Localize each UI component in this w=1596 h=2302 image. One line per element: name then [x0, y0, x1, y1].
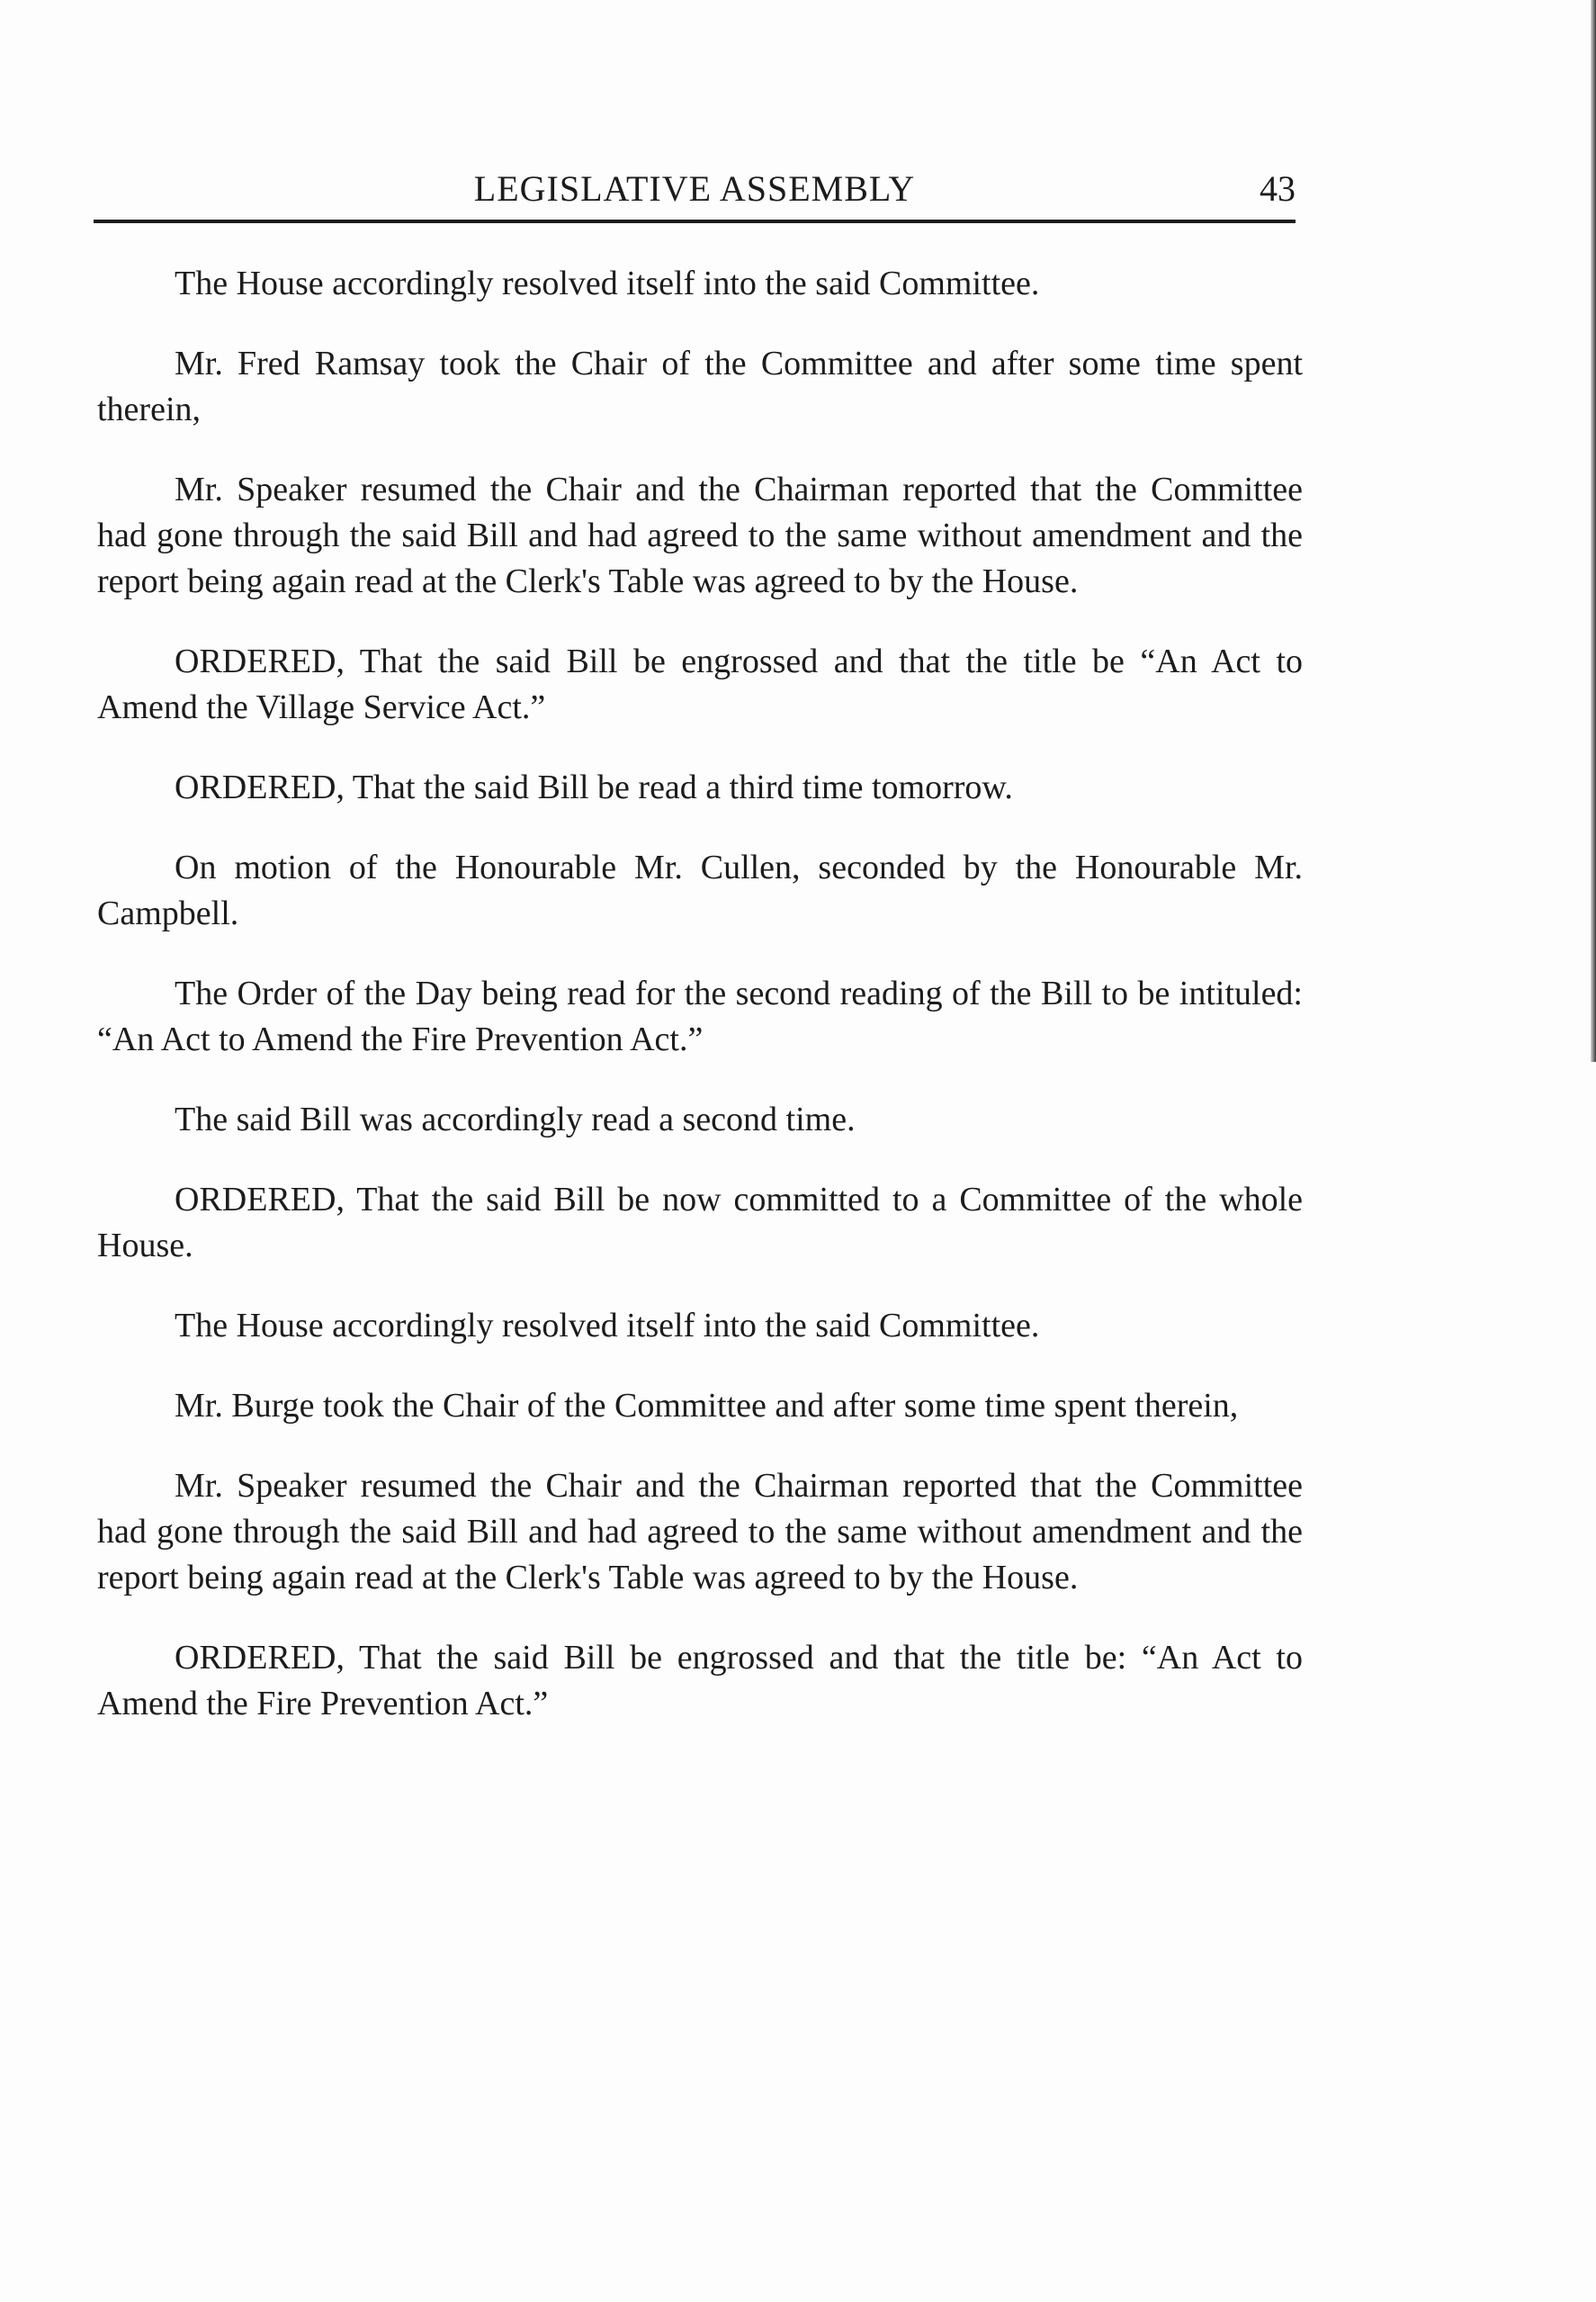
paragraph: On motion of the Honourable Mr. Cullen, seconded by the Honourable Mr. Campbell. [97, 849, 1303, 932]
header-rule [94, 220, 1296, 223]
paragraph: Mr. Speaker resumed the Chair and the Chairman reported that the Committee had gone through the said Bill and had agreed to the same without amendment and the report being again read at the Clerk's Table was agreed to by the House. [97, 471, 1303, 600]
paragraph: The Order of the Day being read for the second reading of the Bill to be intituled: “An Act to Amend the Fire Prevention Act.” [97, 975, 1303, 1058]
paragraph: Mr. Burge took the Chair of the Committee and after some time spent therein, [175, 1387, 1239, 1425]
page-edge-shadow [1591, 0, 1596, 1062]
page-number: 43 [1260, 168, 1296, 209]
paragraph: The House accordingly resolved itself into the said Committee. [175, 1307, 1040, 1344]
paragraph: ORDERED, That the said Bill be engrossed and that the title be: “An Act to Amend the Fire Prevention Act.” [97, 1639, 1303, 1722]
paragraph: Mr. Speaker resumed the Chair and the Chairman reported that the Committee had gone through the said Bill and had agreed to the same without amendment and the report being again read at the Clerk's Table was agreed to by the House. [97, 1467, 1303, 1596]
paragraph: ORDERED, That the said Bill be engrossed and that the title be “An Act to Amend the Village Service Act.” [97, 643, 1303, 726]
paragraph: ORDERED, That the said Bill be read a third time tomorrow. [175, 769, 1013, 806]
paragraph: Mr. Fred Ramsay took the Chair of the Committee and after some time spent therein, [97, 345, 1303, 428]
running-header [94, 167, 1296, 221]
paragraph: ORDERED, That the said Bill be now committed to a Committee of the whole House. [97, 1181, 1303, 1264]
header-title: LEGISLATIVE ASSEMBLY [473, 168, 916, 209]
paragraph: The House accordingly resolved itself into the said Committee. [175, 265, 1040, 302]
paragraph: The said Bill was accordingly read a second time. [175, 1101, 856, 1138]
body-text [97, 261, 1303, 1761]
